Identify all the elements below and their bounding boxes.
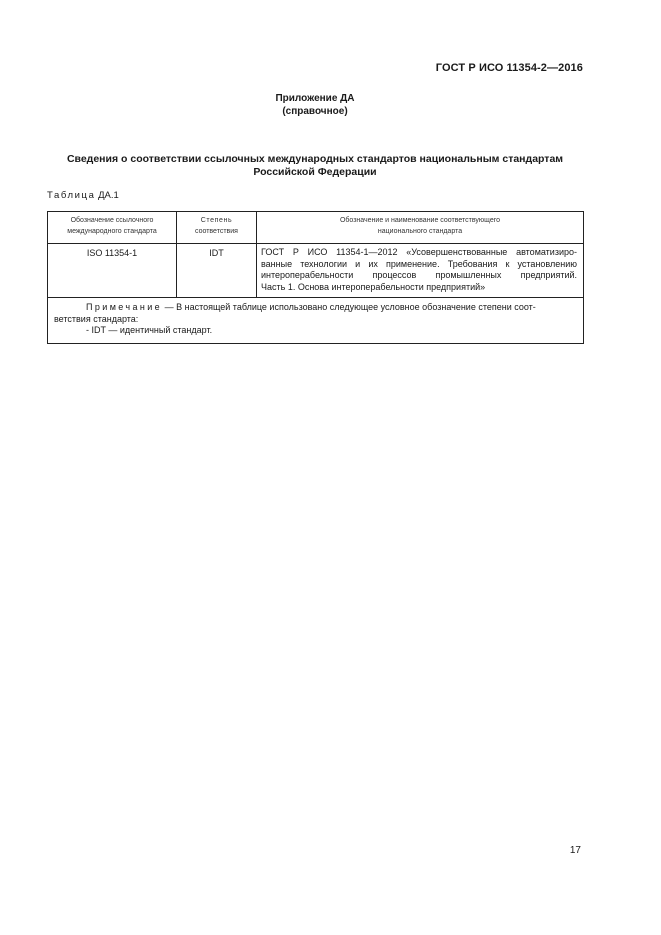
page-number: 17: [569, 845, 581, 856]
header-national-standard: Обозначение и наименование соответствующего национального стандарта: [257, 212, 584, 244]
note-line-1: Примечание — В настоящей таблице использовано следующее условное обозначение степени соот-: [86, 302, 536, 312]
table-caption-number: ДА.1: [98, 190, 119, 201]
note-label: Примечание: [86, 302, 163, 312]
section-title: [40, 153, 590, 179]
header-degree-of-correspondence: Степень соответствия: [177, 212, 257, 244]
table-row: [48, 244, 584, 298]
annex-subtitle: (справочное): [282, 106, 348, 117]
note-line-3: - IDT — идентичный стандарт.: [86, 325, 213, 335]
annex-heading: [0, 92, 630, 118]
header-reference-standard: Обозначение ссылочного международного стандарта: [48, 212, 177, 244]
national-standard-cell: ГОСТ Р ИСО 11354-1—2012 «Усовершенствованные автоматизиро- ванные технологии и их применение. Требования к установлению интероперабельности процессов промышленных предприятий. Часть 1. Основа интероперабельности предприятий»: [257, 244, 584, 298]
table-note: [48, 298, 584, 344]
annex-title: Приложение ДА: [275, 93, 355, 104]
section-title-line-2: Российской Федерации: [253, 166, 377, 178]
section-title-line-1: Сведения о соответствии ссылочных международных стандартов национальным стандартам: [66, 153, 564, 165]
reference-standard-cell: ISO 11354-1: [48, 244, 177, 298]
table-caption: [47, 190, 119, 201]
correspondence-table: [47, 211, 584, 344]
table-note-row: [48, 298, 584, 344]
degree-cell: IDT: [177, 244, 257, 298]
note-line-2: ветствия стандарта:: [54, 313, 139, 324]
document-code: ГОСТ Р ИСО 11354-2—2016: [435, 62, 583, 74]
table-header-row: [48, 212, 584, 244]
table-caption-word: Таблица: [47, 190, 96, 201]
